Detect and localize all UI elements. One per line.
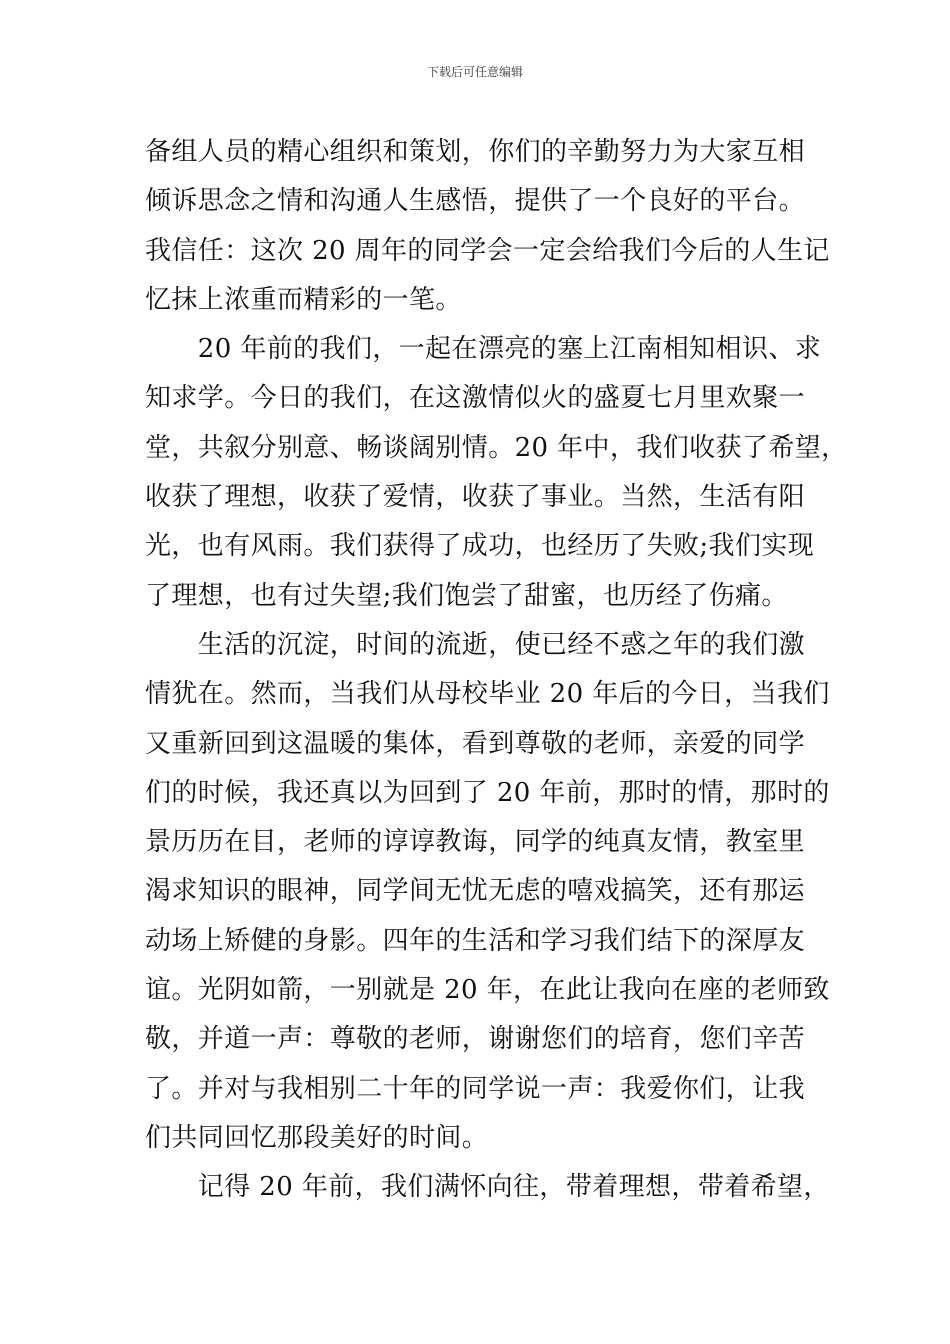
text-line: 渴求知识的眼神，同学间无忧无虑的嘻戏搞笑，还有那运 — [145, 876, 806, 907]
paragraph — [145, 621, 830, 1163]
text-line: 我信任：这次 20 周年的同学会一定会给我们今后的人生记 — [145, 235, 830, 266]
text-line: 备组人员的精心组织和策划，你们的辛勤努力为大家互相 — [145, 137, 806, 167]
paragraph — [145, 325, 848, 621]
paragraph — [145, 1163, 830, 1212]
text-line: 20 年前的我们，一起在漂亮的塞上江南相知相识、求 — [145, 334, 822, 365]
paragraph — [145, 128, 830, 325]
text-line: 倾诉思念之情和沟通人生感悟，提供了一个良好的平台。 — [145, 186, 806, 217]
page-header: 下载后可任意编辑 — [426, 65, 523, 79]
document-body — [145, 128, 848, 1213]
text-line: 敬，并道一声：尊敬的老师，谢谢您们的培育，您们辛苦 — [145, 1024, 806, 1055]
text-line: 堂，共叙分别意、畅谈阔别情。20 年中，我们收获了希望， — [145, 432, 848, 463]
text-line: 光，也有风雨。我们获得了成功，也经历了失败;我们实现 — [145, 531, 815, 562]
text-line: 又重新回到这温暖的集体，看到尊敬的老师，亲爱的同学 — [145, 728, 806, 759]
text-line: 知求学。今日的我们，在这激情似火的盛夏七月里欢聚一 — [145, 383, 806, 414]
text-line: 们的时候，我还真以为回到了 20 年前，那时的情，那时的 — [145, 777, 830, 808]
text-line: 记得 20 年前，我们满怀向往，带着理想，带着希望， — [145, 1172, 830, 1203]
text-line: 生活的沉淀，时间的流逝，使已经不惑之年的我们激 — [145, 629, 806, 660]
text-line: 们共同回忆那段美好的时间。 — [145, 1122, 489, 1153]
text-line: 情犹在。然而，当我们从母校毕业 20 年后的今日，当我们 — [145, 679, 830, 710]
text-line: 动场上矫健的身影。四年的生活和学习我们结下的深厚友 — [145, 925, 806, 956]
text-line: 收获了理想，收获了爱情，收获了事业。当然，生活有阳 — [145, 482, 806, 513]
text-line: 了理想，也有过失望;我们饱尝了甜蜜，也历经了伤痛。 — [145, 580, 788, 611]
text-line: 景历历在目，老师的谆谆教诲，同学的纯真友情，教室里 — [145, 827, 806, 858]
text-line: 忆抹上浓重而精彩的一笔。 — [145, 284, 462, 315]
text-line: 了。并对与我相别二十年的同学说一声：我爱你们，让我 — [145, 1073, 806, 1104]
text-line: 谊。光阴如箭，一别就是 20 年，在此让我向在座的老师致 — [145, 975, 830, 1006]
